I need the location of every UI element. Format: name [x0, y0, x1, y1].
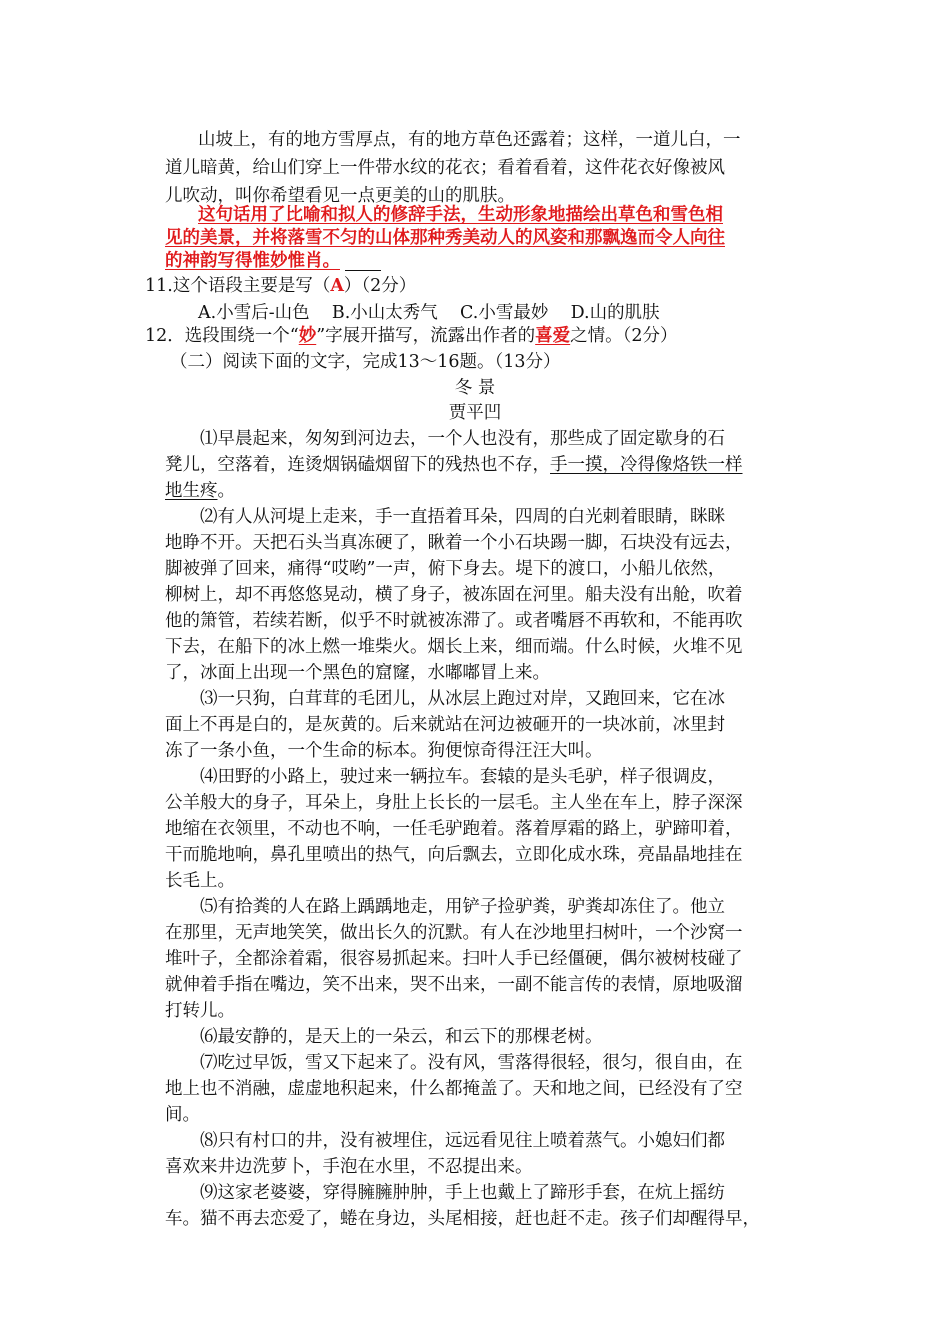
paragraph-line: ⑶一只狗，白茸茸的毛团儿，从冰层上跑过对岸，又跑回来，它在冰 — [200, 689, 725, 709]
passage-line: 山坡上，有的地方雪厚点，有的地方草色还露着；这样，一道儿白，一 — [198, 130, 741, 150]
paragraph-line: 长毛上。 — [165, 871, 235, 891]
paragraph-line: 脚被弹了回来，痛得“哎哟”一声，俯下身去。堤下的渡口，小船儿依然， — [165, 559, 726, 579]
paragraph-line: ⑵有人从河堤上走来，手一直捂着耳朵，四周的白光刺着眼睛，眯眯 — [200, 507, 725, 527]
paragraph-line: ⑹最安静的，是天上的一朵云，和云下的那棵老树。 — [200, 1027, 603, 1047]
q12-answer: 喜爱 — [535, 326, 571, 346]
question-11: 11.这个语段主要是写（A）（2分） — [145, 276, 417, 296]
paragraph-line: 车。猫不再去恋爱了，蜷在身边，头尾相接，赶也赶不走。孩子们却醒得早， — [165, 1209, 760, 1229]
paragraph-line: 打转儿。 — [165, 1001, 235, 1021]
paragraph-line: 间。 — [165, 1105, 200, 1125]
paragraph-line: 了，冰面上出现一个黑色的窟窿，水嘟嘟冒上来。 — [165, 663, 550, 683]
paragraph-line: 堆叶子，全都涂着霜，很容易抓起来。扫叶人手已经僵硬，偶尔被树枝碰了 — [165, 949, 743, 969]
underlined-phrase: 手一摸，冷得像烙铁一样 — [550, 455, 743, 475]
paragraph-line: ⑸有拾粪的人在路上踽踽地走，用铲子捡驴粪，驴粪却冻住了。他立 — [200, 897, 725, 917]
analysis-line: 的神韵写得惟妙惟肖。 — [165, 251, 340, 271]
q12-word: 妙 — [298, 326, 317, 346]
section-heading: （二）阅读下面的文字，完成13～16题。（13分） — [170, 352, 561, 372]
answer-blank-line — [345, 270, 381, 271]
paragraph-line: 地生疼。 — [165, 481, 235, 501]
article-author: 贾平凹 — [448, 403, 502, 423]
passage-line: 道儿暗黄，给山们穿上一件带水纹的花衣；看着看着，这件花衣好像被风 — [165, 158, 725, 178]
paragraph-line: 就伸着手指在嘴边，笑不出来，哭不出来，一副不能言传的表情，原地吸溜 — [165, 975, 743, 995]
question-11-options: A.小雪后-山色 B.小山太秀气 C.小雪最妙 D.山的肌肤 — [198, 303, 660, 323]
passage-line: 儿吹动，叫你希望看见一点更美的山的肌肤。 — [165, 186, 515, 206]
paragraph-line: 下去，在船下的冰上燃一堆柴火。烟长上来，细而端。什么时候，火堆不见 — [165, 637, 743, 657]
paragraph-line: 柳树上，却不再悠悠晃动，横了身子，被冻固在河里。船夫没有出舱，吹着 — [165, 585, 743, 605]
paragraph-line: 在那里，无声地笑笑，做出长久的沉默。有人在沙地里扫树叶，一个沙窝一 — [165, 923, 743, 943]
paragraph-line: ⑻只有村口的井，没有被埋住，远远看见往上喷着蒸气。小媳妇们都 — [200, 1131, 725, 1151]
paragraph-line: 喜欢来井边洗萝卜，手泡在水里，不忍提出来。 — [165, 1157, 533, 1177]
paragraph-line: ⑴早晨起来，匆匆到河边去，一个人也没有，那些成了固定歇身的石 — [200, 429, 725, 449]
paragraph-line: 地睁不开。天把石头当真冻硬了，瞅着一个小石块踢一脚，石块没有远去， — [165, 533, 743, 553]
paragraph-line: 他的箫管，若续若断，似乎不时就被冻滞了。或者嘴唇不再软和，不能再吹 — [165, 611, 743, 631]
analysis-line: 这句话用了比喻和拟人的修辞手法，生动形象地描绘出草色和雪色相 — [198, 205, 723, 225]
paragraph-line: 面上不再是白的，是灰黄的。后来就站在河边被砸开的一块冰前，冰里封 — [165, 715, 725, 735]
paragraph-line: 凳儿，空落着，连烫烟锅磕烟留下的残热也不存，手一摸，冷得像烙铁一样 — [165, 455, 743, 475]
paragraph-line: 地上也不消融，虚虚地积起来，什么都掩盖了。天和地之间，已经没有了空 — [165, 1079, 743, 1099]
paragraph-line: 冻了一条小鱼，一个生命的标本。狗便惊奇得汪汪大叫。 — [165, 741, 603, 761]
analysis-line: 见的美景，并将落雪不匀的山体那种秀美动人的风姿和那飘逸而令人向往 — [165, 228, 725, 248]
paragraph-line: 干而脆地响，鼻孔里喷出的热气，向后飘去，立即化成水珠，亮晶晶地挂在 — [165, 845, 743, 865]
underlined-phrase: 地生疼 — [165, 481, 218, 501]
paragraph-line: 地缩在衣领里，不动也不响，一任毛驴跑着。落着厚霜的路上，驴蹄叩着， — [165, 819, 743, 839]
paragraph-line: ⑺吃过早饭，雪又下起来了。没有风，雪落得很轻，很匀，很自由，在 — [200, 1053, 743, 1073]
question-12: 12．选段围绕一个“妙”字展开描写，流露出作者的喜爱之情。（2分） — [145, 326, 678, 346]
paragraph-line: ⑷田野的小路上，驶过来一辆拉车。套辕的是头毛驴，样子很调皮， — [200, 767, 725, 787]
paragraph-line: 公羊般大的身子，耳朵上，身肚上长长的一层毛。主人坐在车上，脖子深深 — [165, 793, 743, 813]
article-title: 冬 景 — [454, 378, 496, 398]
q11-answer: A — [330, 276, 344, 296]
paragraph-line: ⑼这家老婆婆，穿得臃臃肿肿，手上也戴上了蹄形手套，在炕上摇纺 — [200, 1183, 725, 1203]
